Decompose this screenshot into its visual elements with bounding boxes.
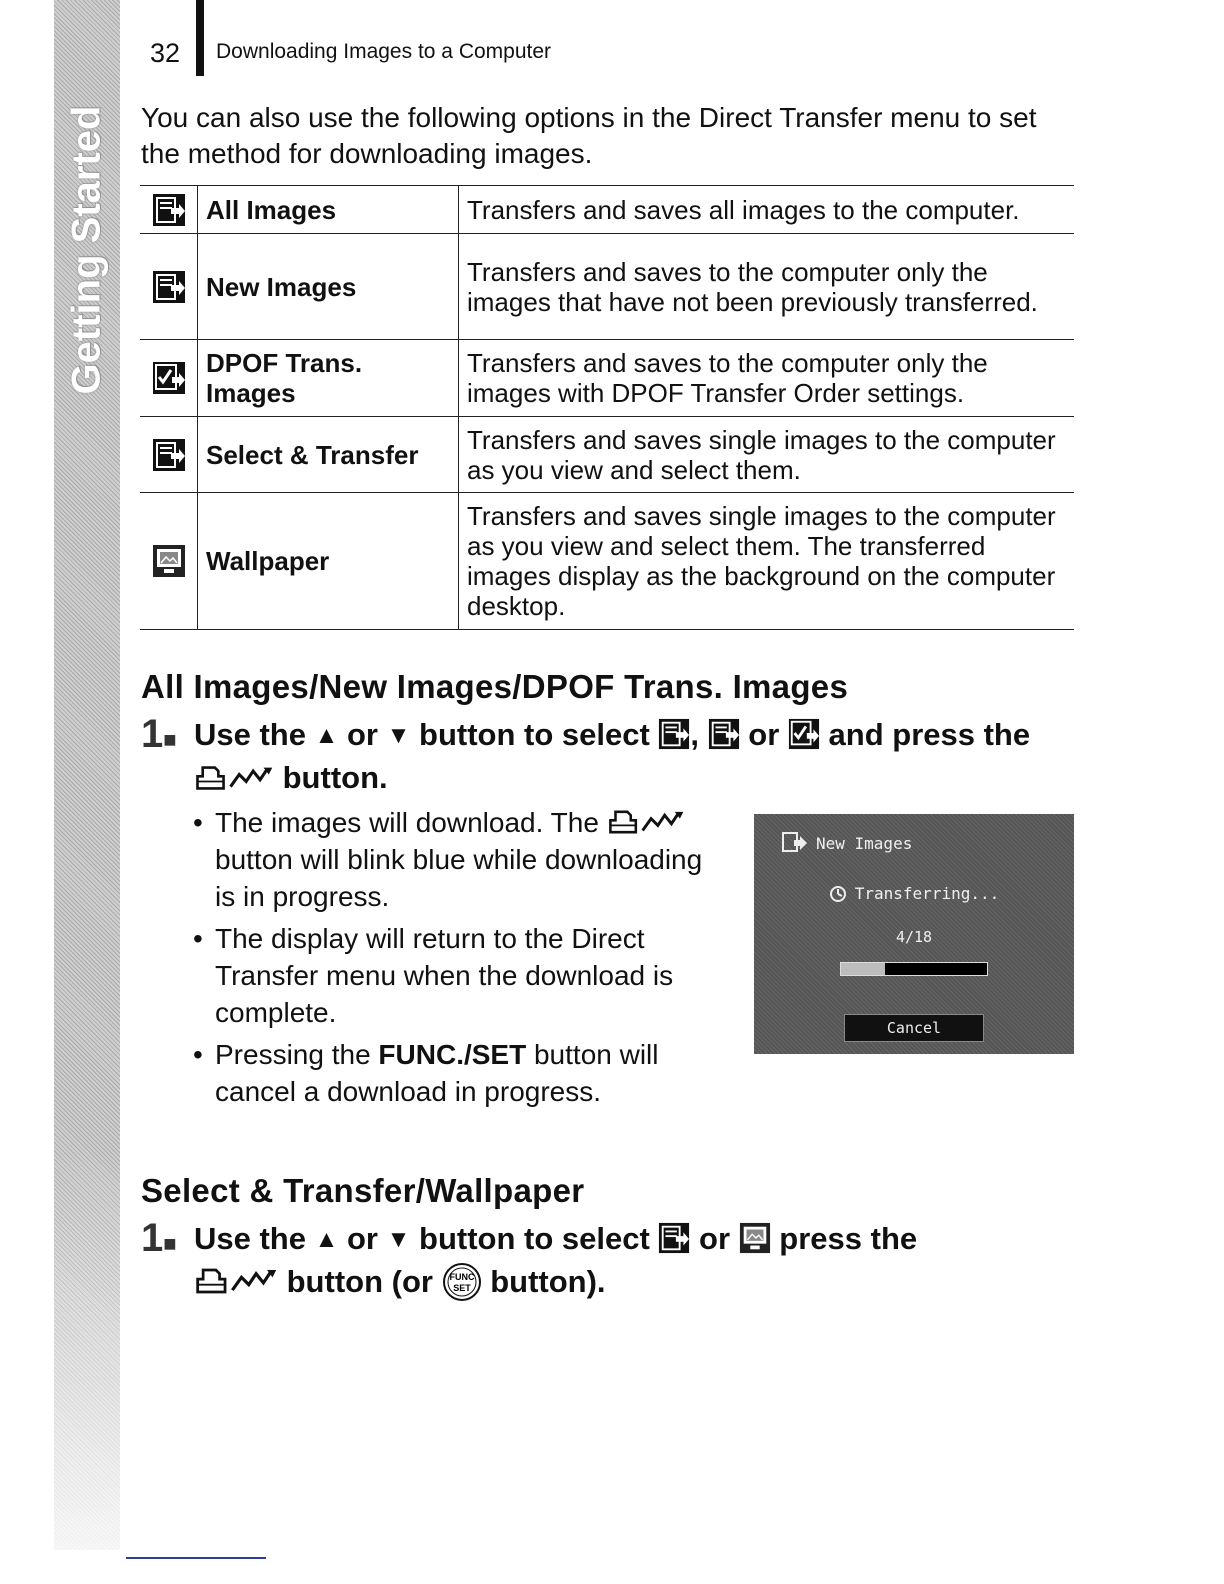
all-images-icon — [152, 193, 186, 227]
all-images-icon — [658, 718, 690, 750]
select-transfer-icon — [658, 1222, 690, 1254]
transfer-progress-icon — [829, 885, 847, 903]
section-heading: Select & Transfer/Wallpaper — [141, 1172, 585, 1209]
table-row — [140, 340, 1074, 417]
option-description: Transfers and saves single images to the computer as you view and select them. — [459, 417, 1075, 493]
option-name: All Images — [198, 186, 459, 234]
intro-paragraph: You can also use the following options in the Direct Transfer menu to set the method for downloading images. — [141, 102, 1037, 169]
section-title: Downloading Images to a Computer — [216, 40, 552, 63]
option-description: Transfers and saves single images to the computer as you view and select them. The transferred images display as the background on the computer desktop. — [459, 493, 1075, 630]
step-instruction: Use the ▲ or ▼ button to select or press the button (or FUNC SET button). — [194, 1218, 1084, 1303]
option-description: Transfers and saves to the computer only the images that have not been previously transferred. — [459, 234, 1075, 340]
progress-fill — [841, 963, 885, 975]
transfer-status: Transferring... — [754, 884, 1074, 903]
print-share-icon — [194, 763, 274, 793]
new-images-icon — [782, 832, 808, 854]
new-images-icon — [708, 718, 740, 750]
transfer-count: 4/18 — [895, 928, 933, 946]
step-number: 1■ — [141, 712, 177, 756]
list-item: • The display will return to the Direct Transfer menu when the download is complete. — [193, 920, 723, 1031]
step-instruction: Use the ▲ or ▼ button to select , or and press the button. — [194, 717, 1031, 795]
bullet-list — [193, 804, 723, 1115]
list-item: • The images will download. The button will blink blue while downloading is in progress. — [193, 804, 723, 915]
side-tab-fade — [54, 1150, 120, 1550]
table-row — [140, 417, 1074, 493]
option-name: Wallpaper — [198, 493, 459, 630]
func-set-button-icon — [442, 1262, 482, 1302]
wallpaper-icon — [739, 1222, 771, 1254]
table-row — [140, 493, 1074, 630]
step-number: 1■ — [141, 1216, 177, 1260]
down-arrow-icon: ▼ — [386, 1226, 411, 1253]
select-transfer-icon — [152, 438, 186, 472]
dpof-trans-icon — [788, 718, 820, 750]
down-arrow-icon: ▼ — [386, 722, 411, 749]
side-tab-label: Getting Started — [64, 105, 109, 395]
section-heading: All Images/New Images/DPOF Trans. Images — [141, 668, 849, 705]
up-arrow-icon: ▲ — [314, 722, 339, 749]
table-row — [140, 186, 1074, 234]
page-number: 32 — [150, 38, 181, 68]
screen-title: New Images — [782, 832, 912, 854]
option-name: Select & Transfer — [198, 417, 459, 493]
svg-text:SET: SET — [452, 1283, 471, 1293]
options-table — [140, 185, 1074, 630]
option-name: New Images — [198, 234, 459, 340]
header-divider — [196, 0, 204, 76]
cancel-button[interactable]: Cancel — [844, 1014, 984, 1042]
print-share-icon — [607, 808, 685, 836]
option-name: DPOF Trans. Images — [198, 340, 459, 417]
footer-rule — [126, 1557, 266, 1559]
dpof-trans-icon — [152, 361, 186, 395]
svg-text:FUNC: FUNC — [449, 1272, 475, 1282]
up-arrow-icon: ▲ — [314, 1226, 339, 1253]
print-share-icon — [194, 1265, 278, 1297]
camera-screen — [754, 814, 1074, 1054]
option-description: Transfers and saves to the computer only the images with DPOF Transfer Order settings. — [459, 340, 1075, 417]
new-images-icon — [152, 270, 186, 304]
option-description: Transfers and saves all images to the computer. — [459, 186, 1075, 234]
progress-bar — [840, 962, 988, 976]
wallpaper-icon — [152, 544, 186, 578]
list-item: • Pressing the FUNC./SET button will cancel a download in progress. — [193, 1036, 723, 1110]
table-row — [140, 234, 1074, 340]
